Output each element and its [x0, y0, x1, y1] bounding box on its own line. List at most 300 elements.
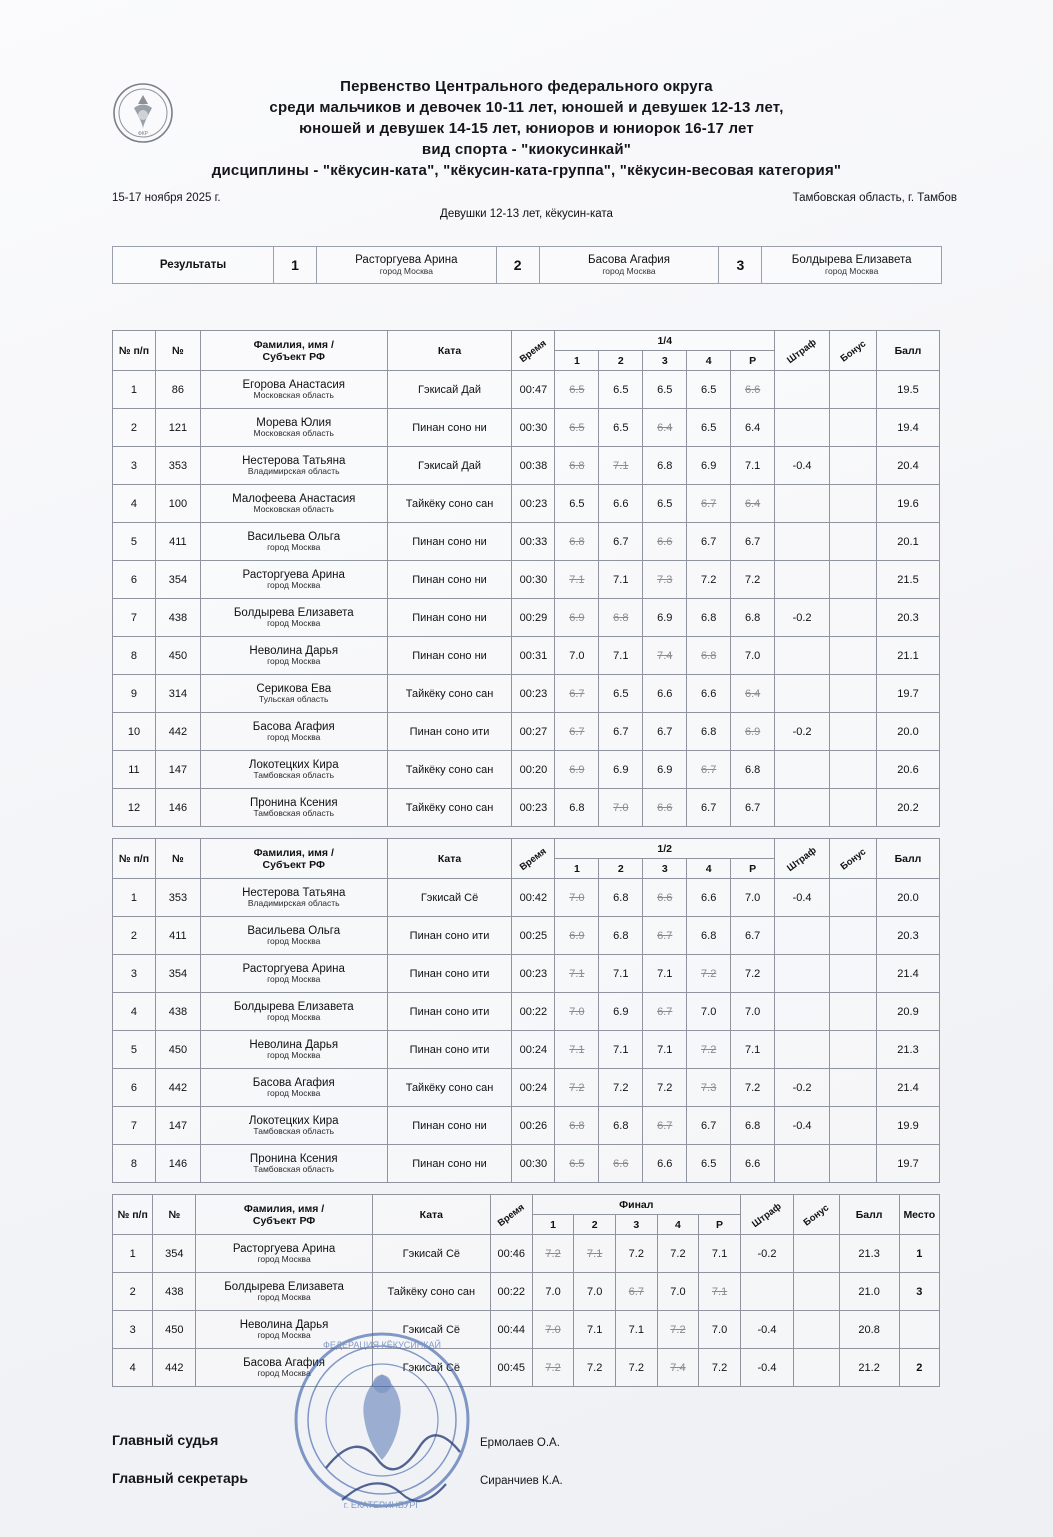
svg-text:ФКР: ФКР — [137, 131, 149, 137]
cell-kata: Гэкисай Дай — [387, 371, 512, 409]
cell-time: 00:29 — [512, 599, 555, 637]
cell-np: 1 — [113, 1235, 153, 1273]
cell-penalty: -0.2 — [775, 713, 830, 751]
col-header-penalty: Штраф — [775, 331, 830, 371]
cell-kata: Пинан соно ити — [387, 955, 512, 993]
col-header-judge-5: Р — [731, 859, 775, 879]
cell-judge-4: 6.7 — [687, 1107, 731, 1145]
col-header-name: Фамилия, имя / Субъект РФ — [200, 839, 387, 879]
cell-time: 00:23 — [512, 485, 555, 523]
results-place-3-name: Болдырева Елизавета — [791, 253, 912, 266]
cell-kata: Пинан соно ни — [387, 523, 512, 561]
cell-time: 00:23 — [512, 789, 555, 827]
col-header-penalty: Штраф — [775, 839, 830, 879]
cell-kata: Пинан соно ни — [387, 1145, 512, 1183]
cell-bonus — [794, 1349, 840, 1387]
table-row — [113, 993, 940, 1031]
cell-judge-4: 7.0 — [657, 1273, 699, 1311]
col-header-round-title: Финал — [532, 1195, 740, 1215]
cell-judge-5: 6.8 — [731, 599, 775, 637]
cell-score: 20.0 — [877, 713, 940, 751]
cell-judge-2: 7.1 — [599, 1031, 643, 1069]
cell-penalty — [775, 955, 830, 993]
cell-athlete: Васильева Ольга город Москва — [200, 523, 387, 561]
cell-judge-4: 6.7 — [687, 789, 731, 827]
col-header-bonus: Бонус — [830, 331, 877, 371]
table-row — [113, 879, 940, 917]
cell-bonus — [830, 1069, 877, 1107]
results-place-2-region: город Москва — [602, 265, 656, 276]
cell-no: 442 — [155, 1069, 200, 1107]
col-header-name: Фамилия, имя / Субъект РФ — [200, 331, 387, 371]
cell-penalty — [740, 1273, 793, 1311]
cell-athlete: Нестерова Татьяна Владимирская область — [200, 447, 387, 485]
table-row — [113, 485, 940, 523]
cell-athlete: Расторгуева Арина город Москва — [200, 561, 387, 599]
cell-bonus — [830, 1145, 877, 1183]
cell-bonus — [830, 1031, 877, 1069]
cell-time: 00:24 — [512, 1031, 555, 1069]
cell-athlete: Болдырева Елизавета город Москва — [200, 993, 387, 1031]
cell-judge-1: 6.7 — [555, 713, 599, 751]
cell-judge-3: 6.7 — [643, 993, 687, 1031]
table-row — [113, 955, 940, 993]
cell-athlete: Болдырева Елизавета город Москва — [200, 599, 387, 637]
cell-penalty: -0.2 — [740, 1235, 793, 1273]
cell-penalty — [775, 993, 830, 1031]
cell-judge-5: 7.2 — [731, 955, 775, 993]
cell-judge-4: 6.8 — [687, 637, 731, 675]
cell-no: 438 — [155, 993, 200, 1031]
cell-kata: Тайкёку соно сан — [387, 789, 512, 827]
cell-no: 411 — [155, 523, 200, 561]
col-header-time: Время — [512, 839, 555, 879]
cell-score: 21.2 — [839, 1349, 899, 1387]
results-place-1-region: город Москва — [379, 265, 433, 276]
cell-judge-3: 6.5 — [643, 485, 687, 523]
cell-judge-1: 7.0 — [532, 1273, 574, 1311]
cell-np: 7 — [113, 599, 156, 637]
cell-bonus — [830, 993, 877, 1031]
cell-kata: Гэкисай Дай — [387, 447, 512, 485]
cell-score: 20.0 — [876, 879, 939, 917]
col-header-np: № п/п — [113, 331, 156, 371]
cell-judge-2: 7.0 — [574, 1273, 616, 1311]
cell-athlete: Локотецких Кира Тамбовская область — [200, 1107, 387, 1145]
cell-judge-5: 7.0 — [731, 637, 775, 675]
col-header-judge-4: 4 — [687, 859, 731, 879]
cell-judge-5: 7.2 — [699, 1349, 741, 1387]
cell-kata: Гэкисай Сё — [387, 879, 512, 917]
col-header-judge-2: 2 — [574, 1215, 616, 1235]
cell-judge-3: 6.9 — [643, 599, 687, 637]
cell-bonus — [830, 955, 877, 993]
cell-time: 00:30 — [512, 1145, 555, 1183]
cell-judge-4: 7.2 — [657, 1235, 699, 1273]
cell-penalty: -0.4 — [740, 1349, 793, 1387]
table-row — [113, 1273, 940, 1311]
cell-kata: Гэкисай Сё — [372, 1235, 490, 1273]
cell-judge-2: 6.6 — [599, 485, 643, 523]
cell-bonus — [830, 675, 877, 713]
cell-bonus — [830, 447, 877, 485]
table-row — [113, 1311, 940, 1349]
cell-bonus — [794, 1273, 840, 1311]
cell-judge-3: 6.8 — [643, 447, 687, 485]
cell-judge-4: 6.7 — [687, 485, 731, 523]
col-header-time: Время — [512, 331, 555, 371]
cell-athlete: Болдырева Елизавета город Москва — [196, 1273, 373, 1311]
cell-judge-1: 6.5 — [555, 371, 599, 409]
cell-time: 00:30 — [512, 561, 555, 599]
cell-judge-4: 6.5 — [687, 1145, 731, 1183]
cell-no: 353 — [155, 879, 200, 917]
cell-time: 00:26 — [512, 1107, 555, 1145]
cell-kata: Пинан соно ити — [387, 917, 512, 955]
cell-judge-2: 7.1 — [599, 637, 643, 675]
cell-kata: Тайкёку соно сан — [387, 675, 512, 713]
cell-judge-2: 7.1 — [599, 955, 643, 993]
cell-judge-5: 6.8 — [731, 751, 775, 789]
cell-penalty — [775, 917, 830, 955]
cell-bonus — [830, 599, 877, 637]
cell-np: 1 — [113, 371, 156, 409]
cell-judge-4: 6.8 — [687, 713, 731, 751]
cell-time: 00:42 — [512, 879, 555, 917]
cell-np: 10 — [113, 713, 156, 751]
cell-judge-4: 6.7 — [687, 751, 731, 789]
col-header-judge-2: 2 — [599, 351, 643, 371]
cell-bonus — [830, 371, 877, 409]
results-label: Результаты — [113, 247, 274, 283]
cell-score: 19.6 — [877, 485, 940, 523]
cell-judge-4: 6.7 — [687, 523, 731, 561]
cell-score: 20.9 — [876, 993, 939, 1031]
table-row — [113, 1145, 940, 1183]
col-header-bonus: Бонус — [830, 839, 877, 879]
col-header-judge-3: 3 — [616, 1215, 658, 1235]
cell-score: 20.6 — [877, 751, 940, 789]
cell-bonus — [830, 879, 877, 917]
cell-no: 354 — [153, 1235, 196, 1273]
cell-bonus — [830, 561, 877, 599]
col-header-time: Время — [490, 1195, 532, 1235]
cell-no: 354 — [155, 955, 200, 993]
cell-np: 8 — [113, 637, 156, 675]
col-header-score: Балл — [839, 1195, 899, 1235]
cell-judge-2: 6.7 — [599, 523, 643, 561]
cell-score: 21.5 — [877, 561, 940, 599]
col-header-penalty: Штраф — [740, 1195, 793, 1235]
cell-judge-1: 6.8 — [555, 523, 599, 561]
col-header-judge-1: 1 — [555, 859, 599, 879]
cell-judge-2: 7.2 — [599, 1069, 643, 1107]
cell-no: 438 — [153, 1273, 196, 1311]
cell-time: 00:47 — [512, 371, 555, 409]
cell-judge-1: 6.7 — [555, 675, 599, 713]
cell-judge-5: 7.2 — [731, 561, 775, 599]
table-row — [113, 523, 940, 561]
cell-judge-3: 6.7 — [643, 917, 687, 955]
cell-time: 00:44 — [490, 1311, 532, 1349]
col-header-place: Место — [899, 1195, 939, 1235]
cell-kata: Тайкёку соно сан — [387, 485, 512, 523]
table-row — [113, 675, 940, 713]
chief-judge-label: Главный судья — [112, 1432, 219, 1448]
cell-judge-1: 7.0 — [532, 1311, 574, 1349]
cell-athlete: Пронина Ксения Тамбовская область — [200, 789, 387, 827]
cell-judge-1: 6.5 — [555, 1145, 599, 1183]
header-line-3: юношей и девушек 14-15 лет, юниоров и юниорок 16-17 лет — [299, 120, 754, 137]
cell-judge-3: 6.5 — [643, 371, 687, 409]
cell-kata: Пинан соно ни — [387, 409, 512, 447]
cell-time: 00:22 — [512, 993, 555, 1031]
cell-judge-3: 6.9 — [643, 751, 687, 789]
cell-judge-3: 6.6 — [643, 523, 687, 561]
col-header-name: Фамилия, имя / Субъект РФ — [196, 1195, 373, 1235]
cell-judge-2: 6.8 — [599, 879, 643, 917]
cell-judge-1: 6.5 — [555, 409, 599, 447]
cell-penalty: -0.4 — [740, 1311, 793, 1349]
col-header-judge-4: 4 — [657, 1215, 699, 1235]
round-table-3 — [112, 1194, 940, 1387]
cell-penalty: -0.4 — [775, 447, 830, 485]
cell-bonus — [830, 409, 877, 447]
cell-no: 442 — [153, 1349, 196, 1387]
cell-judge-4: 6.8 — [687, 917, 731, 955]
results-place-3-region: город Москва — [825, 265, 879, 276]
cell-judge-3: 7.1 — [616, 1311, 658, 1349]
cell-judge-4: 7.4 — [657, 1349, 699, 1387]
cell-np: 4 — [113, 993, 156, 1031]
col-header-np: № п/п — [113, 1195, 153, 1235]
cell-judge-5: 7.1 — [699, 1273, 741, 1311]
cell-judge-2: 6.7 — [599, 713, 643, 751]
event-place: Тамбовская область, г. Тамбов — [792, 192, 957, 204]
cell-judge-4: 7.2 — [657, 1311, 699, 1349]
col-header-score: Балл — [876, 839, 939, 879]
cell-kata: Пинан соно ити — [387, 993, 512, 1031]
cell-judge-2: 6.8 — [599, 599, 643, 637]
cell-judge-2: 6.9 — [599, 751, 643, 789]
cell-time: 00:23 — [512, 675, 555, 713]
header-line-1: Первенство Центрального федерального округа — [340, 78, 713, 95]
cell-place — [899, 1311, 939, 1349]
col-header-judge-2: 2 — [599, 859, 643, 879]
cell-judge-3: 6.6 — [643, 789, 687, 827]
cell-np: 12 — [113, 789, 156, 827]
cell-judge-5: 7.0 — [699, 1311, 741, 1349]
cell-athlete: Расторгуева Арина город Москва — [200, 955, 387, 993]
cell-judge-1: 7.0 — [555, 637, 599, 675]
cell-judge-1: 7.2 — [532, 1349, 574, 1387]
cell-bonus — [830, 917, 877, 955]
cell-athlete: Пронина Ксения Тамбовская область — [200, 1145, 387, 1183]
signature-mark — [316, 1420, 526, 1510]
cell-time: 00:23 — [512, 955, 555, 993]
cell-np: 6 — [113, 561, 156, 599]
cell-no: 147 — [155, 1107, 200, 1145]
col-header-judge-4: 4 — [687, 351, 731, 371]
col-header-kata: Ката — [387, 331, 512, 371]
cell-judge-2: 6.6 — [599, 1145, 643, 1183]
col-header-judge-1: 1 — [555, 351, 599, 371]
col-header-score: Балл — [877, 331, 940, 371]
cell-no: 314 — [155, 675, 200, 713]
cell-no: 146 — [155, 1145, 200, 1183]
cell-judge-5: 7.1 — [731, 1031, 775, 1069]
cell-judge-5: 6.9 — [731, 713, 775, 751]
cell-np: 9 — [113, 675, 156, 713]
cell-kata: Пинан соно ни — [387, 1107, 512, 1145]
col-header-kata: Ката — [387, 839, 512, 879]
cell-judge-1: 7.1 — [555, 955, 599, 993]
cell-judge-4: 6.5 — [687, 371, 731, 409]
cell-place: 2 — [899, 1349, 939, 1387]
cell-judge-5: 7.2 — [731, 1069, 775, 1107]
cell-judge-3: 6.7 — [616, 1273, 658, 1311]
cell-judge-3: 6.4 — [643, 409, 687, 447]
cell-time: 00:46 — [490, 1235, 532, 1273]
cell-time: 00:27 — [512, 713, 555, 751]
cell-judge-1: 7.0 — [555, 993, 599, 1031]
cell-judge-3: 6.6 — [643, 675, 687, 713]
cell-place: 3 — [899, 1273, 939, 1311]
chief-secretary-name: Сиранчиев К.А. — [480, 1475, 563, 1487]
cell-judge-5: 6.6 — [731, 1145, 775, 1183]
cell-penalty: -0.2 — [775, 1069, 830, 1107]
svg-text:г. ЕКАТЕРИНБУРГ: г. ЕКАТЕРИНБУРГ — [343, 1500, 421, 1510]
table-row — [113, 371, 940, 409]
chief-secretary-label: Главный секретарь — [112, 1470, 248, 1486]
cell-judge-3: 7.1 — [643, 1031, 687, 1069]
cell-score: 20.8 — [839, 1311, 899, 1349]
cell-judge-4: 7.0 — [687, 993, 731, 1031]
cell-np: 4 — [113, 485, 156, 523]
col-header-judge-5: Р — [731, 351, 775, 371]
col-header-judge-3: 3 — [643, 351, 687, 371]
cell-penalty: -0.4 — [775, 1107, 830, 1145]
cell-np: 4 — [113, 1349, 153, 1387]
cell-penalty — [775, 789, 830, 827]
header-line-4: вид спорта - "киокусинкай" — [421, 141, 632, 158]
cell-judge-3: 6.7 — [643, 1107, 687, 1145]
cell-np: 7 — [113, 1107, 156, 1145]
cell-judge-2: 6.8 — [599, 917, 643, 955]
cell-penalty — [775, 371, 830, 409]
cell-judge-2: 6.5 — [599, 675, 643, 713]
cell-athlete: Нестерова Татьяна Владимирская область — [200, 879, 387, 917]
cell-athlete: Локотецких Кира Тамбовская область — [200, 751, 387, 789]
cell-bonus — [830, 1107, 877, 1145]
results-place-2 — [540, 247, 720, 283]
cell-score: 20.3 — [877, 599, 940, 637]
cell-judge-2: 7.1 — [574, 1235, 616, 1273]
cell-judge-1: 7.1 — [555, 1031, 599, 1069]
cell-judge-5: 6.7 — [731, 789, 775, 827]
cell-judge-1: 7.1 — [555, 561, 599, 599]
cell-np: 3 — [113, 955, 156, 993]
cell-judge-1: 6.9 — [555, 917, 599, 955]
cell-bonus — [830, 485, 877, 523]
cell-judge-3: 7.2 — [616, 1235, 658, 1273]
cell-judge-4: 6.5 — [687, 409, 731, 447]
cell-np: 6 — [113, 1069, 156, 1107]
cell-no: 86 — [155, 371, 200, 409]
cell-judge-1: 7.2 — [555, 1069, 599, 1107]
col-header-no: № — [155, 331, 200, 371]
cell-judge-2: 6.8 — [599, 1107, 643, 1145]
round-table-1 — [112, 330, 940, 827]
cell-athlete: Басова Агафия город Москва — [200, 1069, 387, 1107]
cell-no: 353 — [155, 447, 200, 485]
cell-athlete: Неволина Дарья город Москва — [200, 637, 387, 675]
results-place-2-number: 2 — [497, 247, 540, 283]
cell-judge-1: 6.8 — [555, 1107, 599, 1145]
cell-judge-1: 7.2 — [532, 1235, 574, 1273]
cell-judge-3: 7.2 — [643, 1069, 687, 1107]
svg-text:ФЕДЕРАЦИЯ КЁКУСИНКАЙ: ФЕДЕРАЦИЯ КЁКУСИНКАЙ — [323, 1340, 441, 1350]
table-row — [113, 409, 940, 447]
cell-no: 442 — [155, 713, 200, 751]
cell-bonus — [830, 751, 877, 789]
cell-score: 20.2 — [877, 789, 940, 827]
cell-time: 00:24 — [512, 1069, 555, 1107]
table-row — [113, 1235, 940, 1273]
cell-kata: Тайкёку соно сан — [372, 1273, 490, 1311]
cell-judge-3: 6.6 — [643, 1145, 687, 1183]
cell-score: 20.3 — [876, 917, 939, 955]
cell-penalty: -0.4 — [775, 879, 830, 917]
cell-score: 21.3 — [876, 1031, 939, 1069]
cell-athlete: Неволина Дарья город Москва — [200, 1031, 387, 1069]
col-header-round-title: 1/2 — [555, 839, 775, 859]
cell-penalty — [775, 523, 830, 561]
cell-judge-3: 7.4 — [643, 637, 687, 675]
cell-judge-5: 6.4 — [731, 409, 775, 447]
cell-judge-2: 7.1 — [599, 561, 643, 599]
cell-judge-5: 6.7 — [731, 523, 775, 561]
cell-time: 00:22 — [490, 1273, 532, 1311]
col-header-judge-5: Р — [699, 1215, 741, 1235]
cell-judge-1: 6.9 — [555, 751, 599, 789]
table-row — [113, 637, 940, 675]
cell-kata: Гэкисай Сё — [372, 1311, 490, 1349]
table-row — [113, 599, 940, 637]
header-line-5: дисциплины - "кёкусин-ката", "кёкусин-ката-группа", "кёкусин-весовая категория" — [211, 162, 842, 179]
cell-penalty — [775, 1145, 830, 1183]
cell-score: 19.7 — [876, 1145, 939, 1183]
cell-penalty — [775, 751, 830, 789]
cell-bonus — [830, 789, 877, 827]
results-place-1 — [317, 247, 497, 283]
cell-bonus — [794, 1311, 840, 1349]
results-strip — [112, 246, 942, 284]
cell-penalty — [775, 485, 830, 523]
cell-time: 00:30 — [512, 409, 555, 447]
cell-athlete: Малофеева Анастасия Московская область — [200, 485, 387, 523]
cell-judge-1: 6.8 — [555, 789, 599, 827]
cell-np: 2 — [113, 409, 156, 447]
cell-judge-3: 7.3 — [643, 561, 687, 599]
cell-time: 00:38 — [512, 447, 555, 485]
cell-judge-1: 6.9 — [555, 599, 599, 637]
cell-judge-3: 6.7 — [643, 713, 687, 751]
cell-kata: Тайкёку соно сан — [387, 1069, 512, 1107]
cell-athlete: Серикова Ева Тульская область — [200, 675, 387, 713]
table-row — [113, 789, 940, 827]
cell-penalty: -0.2 — [775, 599, 830, 637]
